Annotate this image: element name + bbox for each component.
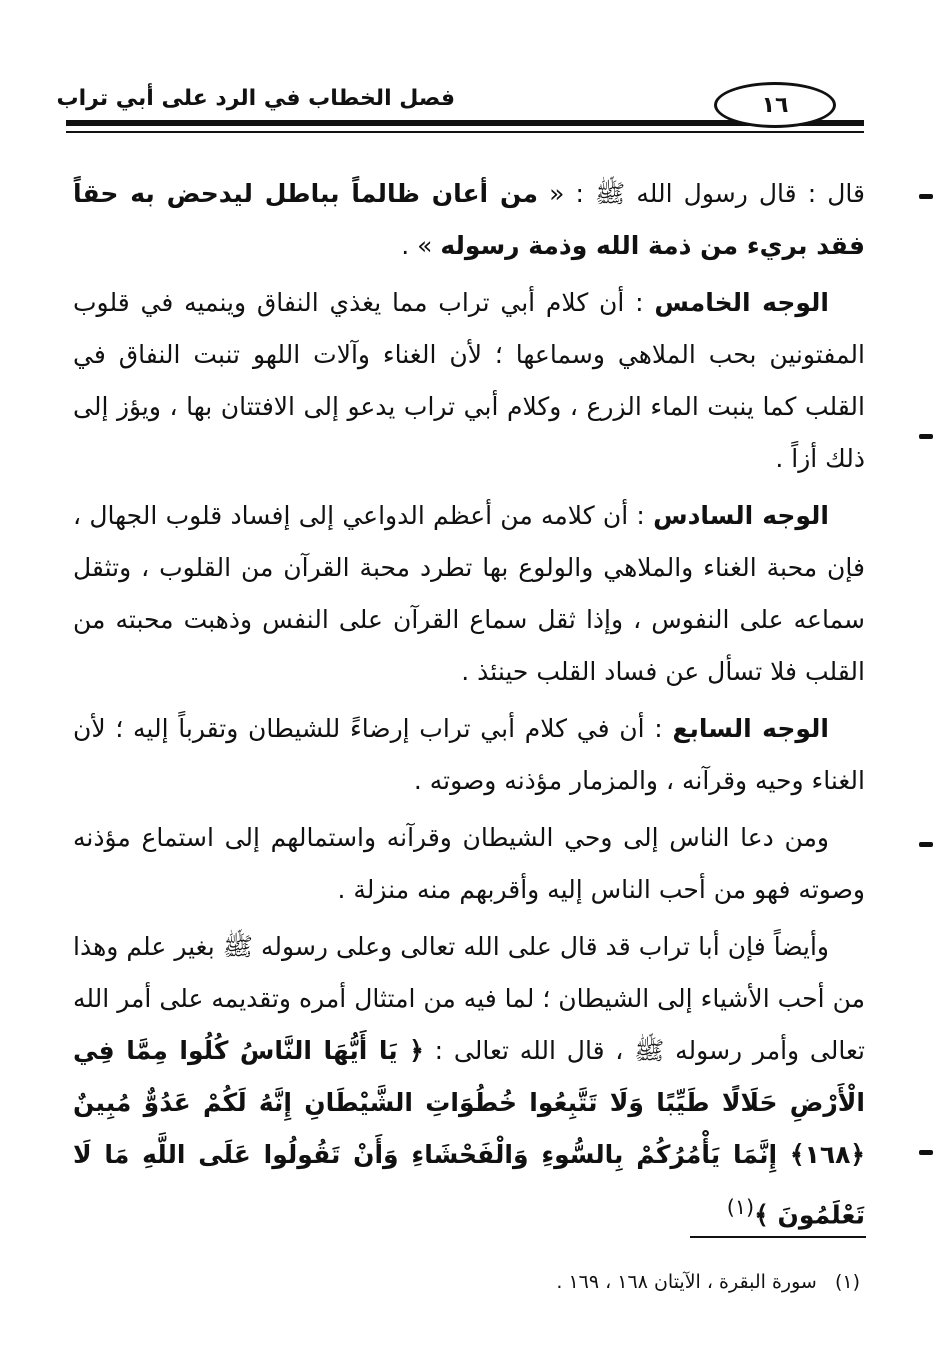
paragraph-text: : أن في كلام أبي تراب إرضاءً للشيطان وتقرباً إليه ؛ لأن الغناء وحيه وقرآنه ، والمزمار مؤذنه وصوته .	[73, 714, 865, 795]
paragraph-text: : أن كلام أبي تراب مما يغذي النفاق وينميه في قلوب المفتونين بحب الملاهي وسماعها ؛ لأن الغناء وآلات اللهو تنبت النفاق في القلب كما ينبت الماء الزرع ، وكلام أبي تراب يدعو إلى الافتتان بها ، ويؤز إلى ذلك أزاً .	[73, 288, 865, 473]
paragraph-text: وأيضاً فإن أبا تراب قد قال على الله تعالى وعلى رسوله ﷺ بغير علم وهذا من أحب الأشياء إلى الشيطان ؛ لما فيه من امتثال أمره وتقديمه على أمر الله تعالى وأمر رسوله ﷺ ، قال الله تعالى :	[73, 932, 865, 1065]
footnote	[420, 1268, 860, 1296]
margin-mark	[919, 434, 933, 439]
body-text	[73, 168, 865, 1246]
running-title: فصل الخطاب في الرد على أبي تراب	[56, 86, 455, 111]
section-lead: الوجه الخامس	[654, 288, 829, 317]
page-number: ١٦	[714, 82, 836, 128]
paragraph-tail: » .	[401, 231, 441, 260]
paragraph-with-verse	[73, 921, 865, 1241]
paragraph-sixth-aspect	[73, 490, 865, 698]
quran-verse: ﴿ يَا أَيُّهَا النَّاسُ كُلُوا مِمَّا فِي الْأَرْضِ حَلَالًا طَيِّبًا وَلَا تَتَّبِعُوا خُطُوَاتِ الشَّيْطَانِ إِنَّهُ لَكُمْ عَدُوٌّ مُبِينٌ ﴿١٦٨﴾ إِنَّمَا يَأْمُرُكُمْ بِالسُّوءِ وَالْفَحْشَاءِ وَأَنْ تَقُولُوا عَلَى اللَّهِ مَا لَا تَعْلَمُونَ ﴾	[73, 1036, 865, 1230]
paragraph-text: : أن كلامه من أعظم الدواعي إلى إفساد قلوب الجهال ، فإن محبة الغناء والملاهي والولوع بها تطرد محبة القرآن من القلوب ، وتثقل سماعه على النفوس ، وإذا ثقل سماع القرآن على النفس وذهبت محبته من القلب فلا تسأل عن فساد القلب حينئذ .	[73, 501, 865, 686]
footnote-text: سورة البقرة ، الآيتان ١٦٨ ، ١٦٩ .	[556, 1271, 817, 1293]
footnote-rule	[690, 1236, 866, 1238]
margin-mark	[919, 842, 933, 847]
paragraph-text-block	[73, 812, 865, 916]
footnote-marker: (١)	[834, 1271, 860, 1293]
margin-mark	[919, 194, 933, 199]
paragraph-hadith	[73, 168, 865, 272]
header-rule-thin	[66, 131, 864, 133]
paragraph-text: ومن دعا الناس إلى وحي الشيطان وقرآنه واستمالهم إلى استماع مؤذنه وصوته فهو من أحب الناس إليه وأقربهم منه منزلة .	[73, 823, 865, 904]
footnote-reference[interactable]: (١)	[726, 1195, 755, 1219]
paragraph-text: قال : قال رسول الله ﷺ : «	[537, 179, 865, 208]
section-lead: الوجه السادس	[653, 501, 830, 530]
margin-mark	[919, 1150, 933, 1155]
paragraph-fifth-aspect	[73, 277, 865, 485]
section-lead: الوجه السابع	[672, 714, 829, 743]
hadith-quote: من أعان ظالماً بباطل ليدحض به حقاً فقد بريء من ذمة الله وذمة رسوله	[73, 179, 865, 260]
paragraph-seventh-aspect	[73, 703, 865, 807]
